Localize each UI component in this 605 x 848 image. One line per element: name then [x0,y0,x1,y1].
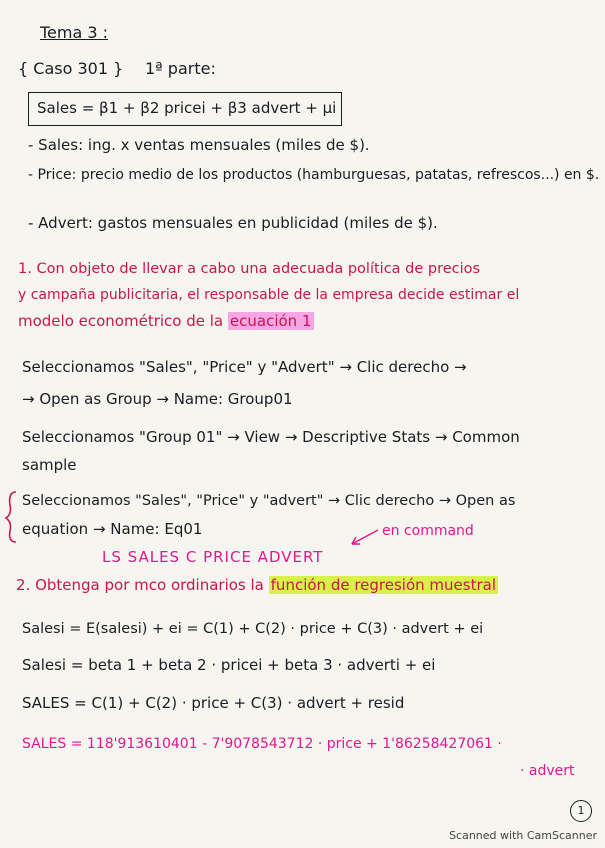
step-1-line-2: → Open as Group → Name: Group01 [22,390,293,408]
ls-command: LS SALES C PRICE ADVERT [102,548,324,566]
sales-definition: - Sales: ing. x ventas mensuales (miles de $). [28,136,370,154]
scanner-watermark: Scanned with CamScanner [449,829,597,842]
page-number: 1 [570,800,592,822]
regression-function-highlight: función de regresión muestral [270,576,496,594]
step-3-line-1: Seleccionamos "Sales", "Price" y "advert" → Clic derecho → Open as [22,493,516,509]
command-arrow-icon [352,530,378,544]
equation-b: Salesi = beta 1 + beta 2 · pricei + beta 3 · adverti + ei [22,656,436,674]
part-label: 1ª parte: [145,59,216,78]
equation-1-highlight: ecuación 1 [229,312,312,330]
question-1-line-3 [18,312,314,330]
equation-c: SALES = C(1) + C(2) · price + C(3) · advert + resid [22,694,405,712]
question-1-line-2: y campaña publicitaria, el responsable de la empresa decide estimar el [18,287,520,303]
advert-definition: - Advert: gastos mensuales en publicidad (miles de $). [28,214,438,232]
case-label: { Caso 301 } [18,59,124,78]
question-2-text: 2. Obtenga por mco ordinarios la [16,576,264,594]
step-2-line-2: sample [22,456,77,474]
price-definition: - Price: precio medio de los productos (hamburguesas, patatas, refrescos...) en $. [28,167,600,183]
question-1-text: modelo econométrico de la [18,312,224,330]
step-3-brace-icon [6,492,16,542]
step-2-line-1: Seleccionamos "Group 01" → View → Descriptive Stats → Common [22,428,520,446]
estimated-equation-line-2: · advert [520,763,575,779]
question-1-line-1: 1. Con objeto de llevar a cabo una adecuada política de precios [18,261,481,277]
step-3-line-2: equation → Name: Eq01 [22,520,203,538]
step-1-line-1: Seleccionamos "Sales", "Price" y "Advert" → Clic derecho → [22,358,467,376]
question-2 [16,576,498,594]
equation-a: Salesi = E(salesi) + ei = C(1) + C(2) · price + C(3) · advert + ei [22,621,484,637]
command-note: en command [382,523,474,539]
estimated-equation-line-1: SALES = 118'913610401 - 7'9078543712 · price + 1'86258427061 · [22,736,502,752]
model-equation: Sales = β1 + β2 pricei + β3 advert + μi [37,99,337,117]
topic-title: Tema 3 : [40,23,109,42]
model-equation-box [28,92,342,126]
